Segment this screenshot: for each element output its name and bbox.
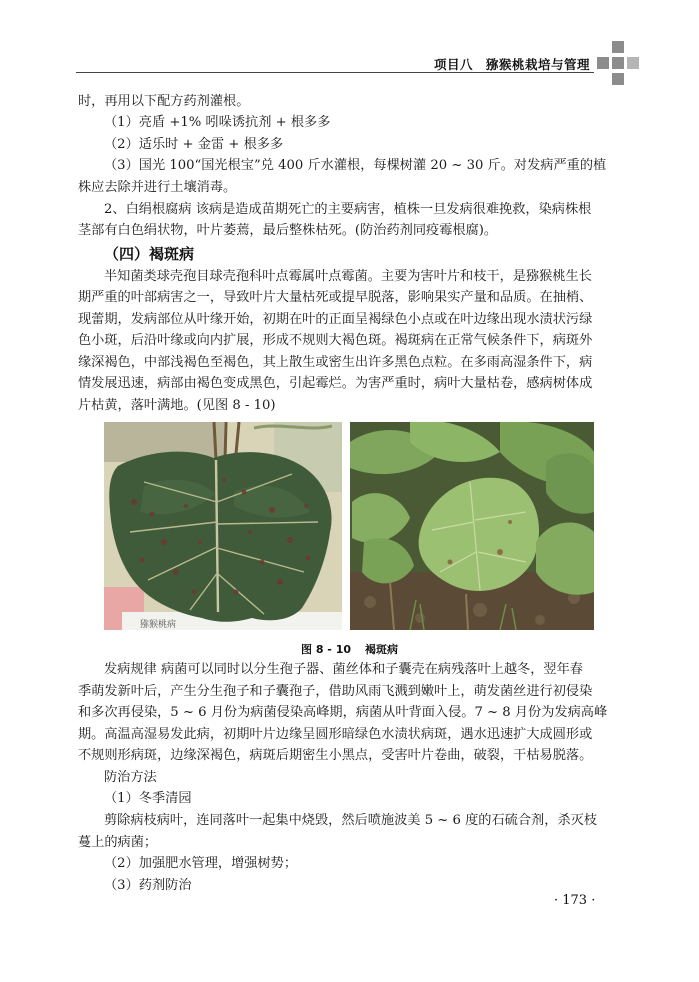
paragraph-line: 情发展迅速，病部由褐色变成黑色，引起霉烂。为害严重时，病叶大量枯卷，感病树体成 — [78, 376, 593, 391]
paragraph-line: 剪除病枝病叶，连同落叶一起集中烧毁，然后喷施波美 5 ~ 6 度的石硫合剂，杀灭枝 — [104, 813, 597, 828]
paragraph-line: 期。高温高湿易发此病，初期叶片边缘呈圆形暗绿色水渍状病斑，遇水迅速扩大成圆形或 — [78, 727, 593, 742]
paragraph-line: 和多次再侵染，5 ~ 6 月份为病菌侵染高峰期，病菌从叶背面入侵。7 ~ 8 月份为发病高峰 — [78, 705, 608, 720]
paragraph-line: 现蕾期，发病部位从叶缘开始，初期在叶的正面呈褐绿色小点或在叶边缘出现水渍状污绿 — [78, 312, 593, 327]
header-deco-square — [612, 41, 624, 53]
paragraph-line: 半知菌类球壳孢目球壳孢科叶点霉属叶点霉菌。主要为害叶片和枝干，是猕猴桃生长 — [104, 269, 592, 284]
paragraph-line: 防治方法 — [104, 770, 157, 785]
body-line: （1）亮盾 +1% 吲哚诱抗剂 + 根多多 — [104, 115, 331, 130]
figure-title: 褐斑病 — [365, 643, 398, 656]
page-header — [0, 0, 699, 80]
section-heading: （四）褐斑病 — [104, 245, 195, 263]
kiwi-plant-photo — [350, 422, 594, 630]
body-line: （3）国光 100“国光根宝”兑 400 斤水灌根，每棵树灌 20 ~ 30 斤。对发病严重的植 — [104, 158, 607, 173]
body-line: 茎部有白色绢状物，叶片萎蔫，最后整株枯死。(防治药剂同疫霉根腐)。 — [78, 223, 498, 238]
header-deco-square — [597, 57, 609, 69]
header-rule — [76, 72, 594, 73]
paragraph-line: 发病规律 病菌可以同时以分生孢子器、菌丝体和子囊壳在病残落叶上越冬，翌年春 — [104, 662, 583, 677]
figure-number: 图 8 - 10 — [300, 643, 351, 656]
diseased-leaf-photo — [104, 422, 342, 630]
photo-tag-text: 猕猴桃病 — [140, 620, 177, 630]
body-line: 2、白绢根腐病 该病是造成苗期死亡的主要病害，植株一旦发病很难挽救，染病株根 — [104, 202, 592, 217]
paragraph-line: 蔓上的病菌； — [78, 835, 158, 850]
paragraph-line: 期严重的叶部病害之一，导致叶片大量枯死或提早脱落，影响果实产量和品质。在抽梢、 — [78, 290, 593, 305]
header-deco-square — [612, 73, 624, 85]
paragraph-line: 季萌发新叶后，产生分生孢子和子囊孢子，借助风雨飞溅到嫩叶上，萌发菌丝进行初侵染 — [78, 684, 593, 699]
paragraph-line: （3）药剂防治 — [104, 878, 192, 893]
paragraph-line: 不规则形病斑，边缘深褐色，病斑后期密生小黑点，受害叶片卷曲，破裂，干枯易脱落。 — [78, 748, 593, 763]
paragraph-line: （2）加强肥水管理，增强树势； — [104, 856, 298, 871]
header-deco-square — [612, 57, 624, 69]
paragraph-line: 片枯黄，落叶满地。(见图 8 - 10) — [78, 398, 276, 413]
body-line: 株应去除并进行土壤消毒。 — [78, 180, 237, 195]
body-line: 时，再用以下配方药剂灌根。 — [78, 94, 250, 109]
paragraph-line: （1）冬季清园 — [104, 791, 192, 806]
body-line: （2）适乐时 + 金雷 + 根多多 — [104, 137, 284, 152]
running-header-title: 项目八 猕猴桃栽培与管理 — [434, 57, 591, 72]
header-deco-square — [627, 57, 639, 69]
paragraph-line: 缘深褐色，中部浅褐色至褐色，其上散生或密生出许多黑色点粒。在多雨高湿条件下，病 — [78, 355, 593, 370]
figure-caption — [0, 641, 699, 657]
page-number: · 173 · — [554, 893, 596, 908]
paragraph-line: 色小斑，后沿叶缘或向内扩展，形成不规则大褐色斑。褐斑病在正常气候条件下，病斑外 — [78, 333, 593, 348]
